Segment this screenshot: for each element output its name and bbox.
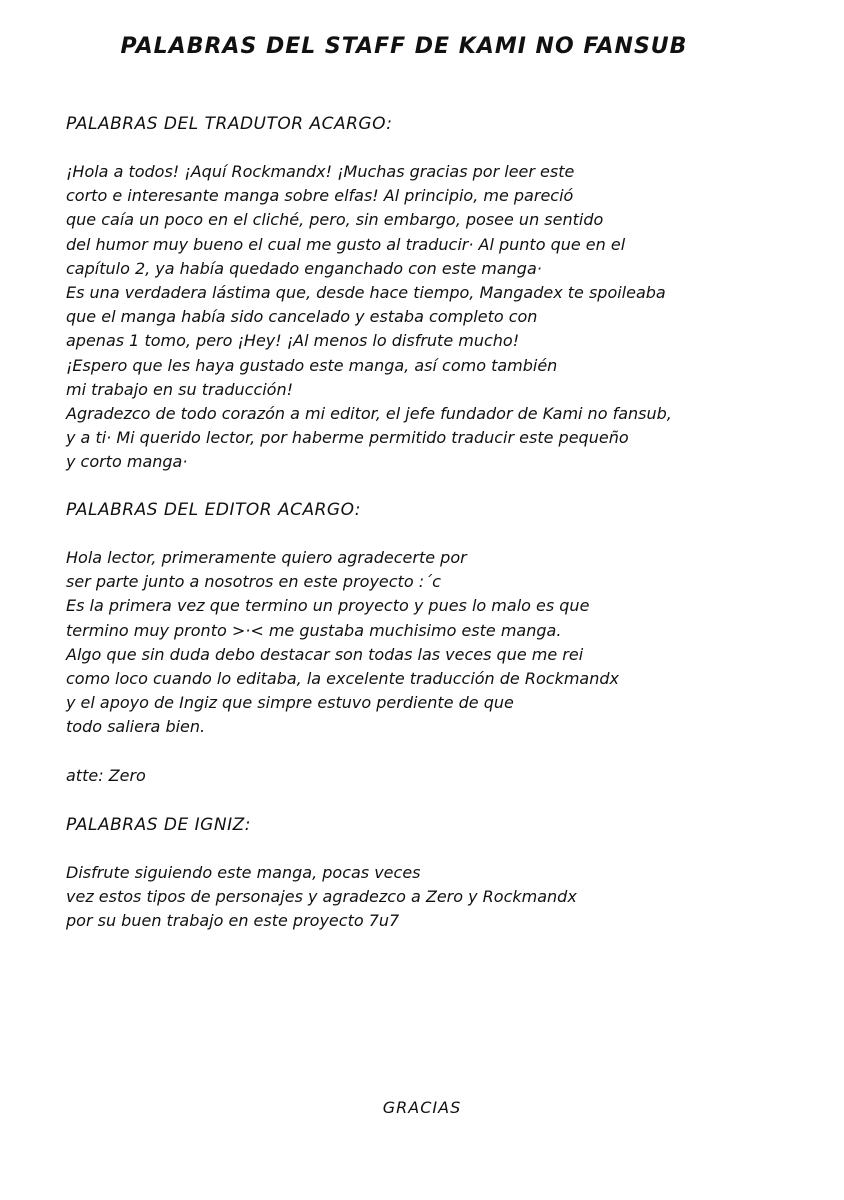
editor-line: Hola lector, primeramente quiero agradecerte por [66,548,467,567]
thanks-footer: GRACIAS [382,1098,462,1117]
editor-heading: PALABRAS DEL EDITOR ACARGO: [66,500,362,520]
translator-line: ¡Hola a todos! ¡Aquí Rockmandx! ¡Muchas gracias por leer este [66,162,575,181]
translator-line: y a ti· Mi querido lector, por haberme permitido traducir este pequeño [66,428,629,448]
igniz-line: Disfrute siguiendo este manga, pocas veces [66,863,421,882]
editor-line: Es la primera vez que termino un proyecto y pues lo malo es que [66,596,590,616]
translator-section [66,112,816,474]
page-title: PALABRAS DEL STAFF DE KAMI NO FANSUB [120,34,688,59]
editor-line: ser parte junto a nosotros en este proyecto :´c [66,572,441,592]
editor-signature: atte: Zero [66,766,146,785]
translator-line: mi trabajo en su traducción! [66,379,294,399]
editor-message [66,546,816,740]
translator-line: del humor muy bueno el cual me gusto al traducir· Al punto que en el [66,234,626,254]
igniz-message [66,861,816,934]
translator-message [66,160,816,474]
editor-line: Algo que sin duda debo destacar son todas las veces que me rei [66,644,584,664]
translator-line: Es una verdadera lástima que, desde hace tiempo, Mangadex te spoileaba [66,282,666,302]
editor-line: todo saliera bien. [66,717,206,737]
translator-line: corto e interesante manga sobre elfas! Al principio, me pareció [66,186,574,206]
editor-line: termino muy pronto >·< me gustaba muchisimo este manga. [66,620,562,640]
translator-heading: PALABRAS DEL TRADUTOR ACARGO: [66,114,393,134]
igniz-line: vez estos tipos de personajes y agradezco a Zero y Rockmandx [66,887,577,907]
translator-line: que el manga había sido cancelado y estaba completo con [66,307,538,327]
editor-section [66,498,816,740]
igniz-line: por su buen trabajo en este proyecto 7u7 [66,911,400,931]
translator-line: capítulo 2, ya había quedado enganchado con este manga· [66,258,542,278]
editor-line: como loco cuando lo editaba, la excelente traducción de Rockmandx [66,668,619,688]
editor-line: y el apoyo de Ingiz que simpre estuvo perdiente de que [66,693,514,713]
translator-line: que caía un poco en el cliché, pero, sin embargo, posee un sentido [66,210,604,230]
translator-line: y corto manga· [66,452,188,472]
igniz-heading: PALABRAS DE IGNIZ: [66,815,251,835]
translator-line: apenas 1 tomo, pero ¡Hey! ¡Al menos lo disfrute mucho! [66,331,520,351]
igniz-section [66,813,816,934]
translator-line: Agradezco de todo corazón a mi editor, el jefe fundador de Kami no fansub, [66,403,672,423]
translator-line: ¡Espero que les haya gustado este manga, así como también [66,355,558,375]
